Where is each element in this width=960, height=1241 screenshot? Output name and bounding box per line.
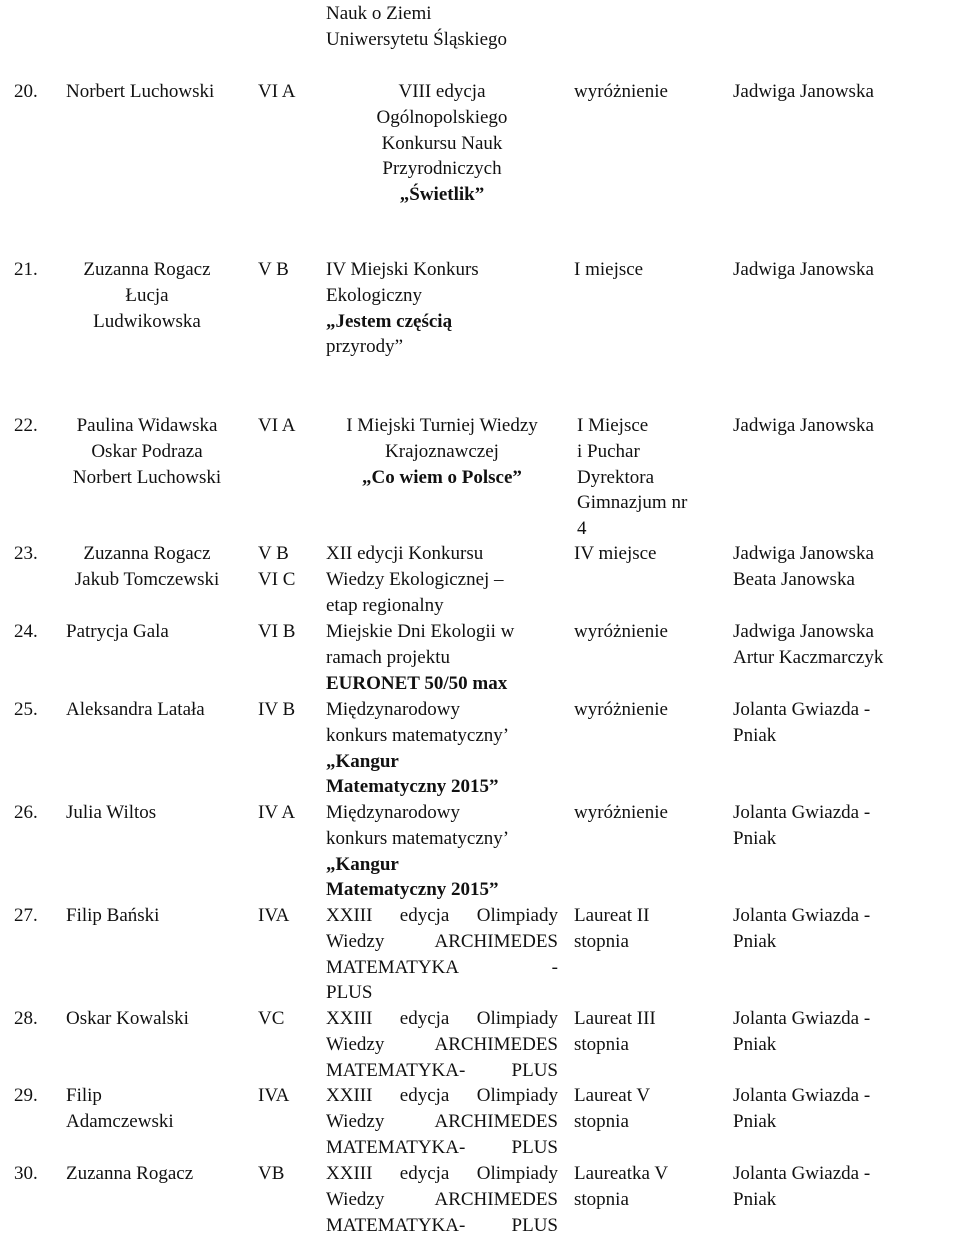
competition-cell [326, 413, 558, 490]
teacher-cell-line: Pniak [733, 827, 777, 849]
result-cell [574, 800, 668, 826]
result-cell-line: I Miejsce [577, 415, 649, 436]
teacher-cell-line: Jolanta Gwiazda - [733, 905, 871, 926]
competition-cell-line: przyrody” [326, 336, 404, 358]
competition-cell-line: XII edycji Konkursu [326, 543, 484, 564]
competition-cell-line: „Świetlik” [399, 184, 485, 206]
teacher-cell [733, 903, 870, 955]
competition-cell-line: XXIII edycja Olimpiady [326, 1163, 558, 1184]
class-cell [258, 257, 289, 283]
class-cell-line: V B [258, 543, 289, 564]
competition-cell-line: Wiedzy ARCHIMEDES [326, 930, 558, 952]
result-cell-line: Laureat V [574, 1085, 651, 1106]
row-number: 23. [14, 543, 38, 564]
competition-cell-line: „Kangur [326, 853, 399, 875]
student-name-cell [66, 1083, 174, 1135]
competition-cell-line: „Co wiem o Polsce” [362, 466, 522, 488]
row-number: 26. [14, 802, 38, 823]
class-cell [258, 541, 295, 593]
competition-cell-line: Wiedzy ARCHIMEDES [326, 1110, 558, 1132]
competition-cell-line: Wiedzy Ekologicznej – [326, 568, 504, 590]
result-cell-line: Laureat III [574, 1008, 656, 1029]
result-cell [574, 1006, 656, 1058]
result-cell-line: stopnia [574, 1188, 629, 1210]
result-cell-line: IV miejsce [574, 543, 657, 564]
competition-cell [326, 1161, 558, 1238]
class-cell-line: IV A [258, 802, 296, 823]
row-number: 28. [14, 1008, 38, 1029]
student-name-cell [66, 79, 214, 105]
result-cell-line: i Puchar [577, 440, 640, 462]
competition-cell-line: XXIII edycja Olimpiady [326, 1085, 558, 1106]
student-name-cell-line: Julia Wiltos [66, 802, 157, 823]
competition-cell-line: Krajoznawczej [385, 440, 499, 462]
competition-cell-line: Wiedzy ARCHIMEDES [326, 1033, 558, 1055]
student-name-cell [58, 541, 236, 593]
competition-cell-line: ramach projektu [326, 646, 450, 668]
competition-cell-line: konkurs matematyczny’ [326, 724, 510, 746]
competition-cell-line: Nauk o Ziemi [326, 3, 432, 24]
result-cell [574, 1083, 650, 1135]
teacher-cell [733, 619, 883, 671]
teacher-cell [733, 1006, 870, 1058]
competition-cell-line: Uniwersytetu Śląskiego [326, 28, 508, 50]
competition-cell-line: MATEMATYKA- PLUS [326, 1136, 558, 1158]
result-cell-line: Gimnazjum nr [577, 492, 688, 514]
student-name-cell [66, 619, 169, 645]
competition-cell [326, 79, 558, 208]
teacher-cell-line: Jolanta Gwiazda - [733, 1008, 871, 1029]
row-number: 27. [14, 905, 38, 926]
row-number: 24. [14, 621, 38, 642]
competition-cell [326, 1, 507, 53]
class-cell [258, 800, 295, 826]
competition-cell-line: VIII edycja [398, 81, 486, 102]
competition-cell-line: etap regionalny [326, 594, 444, 616]
teacher-cell [733, 541, 874, 593]
competition-cell-line: Międzynarodowy [326, 699, 461, 720]
class-cell-line: V B [258, 259, 289, 280]
row-number: 29. [14, 1085, 38, 1106]
student-name-cell [66, 1161, 193, 1187]
competition-cell [326, 1006, 558, 1083]
class-cell-line: VI A [258, 415, 296, 436]
result-cell-line: wyróżnienie [574, 81, 668, 102]
student-name-cell [58, 413, 236, 490]
class-cell-line: IV B [258, 699, 296, 720]
competition-cell-line: Miejskie Dni Ekologii w [326, 621, 515, 642]
result-cell [574, 1161, 668, 1213]
teacher-cell-line: Jolanta Gwiazda - [733, 1163, 871, 1184]
class-cell-line: VI C [258, 568, 296, 590]
teacher-cell [733, 1161, 870, 1213]
student-name-cell-line: Zuzanna Rogacz [83, 259, 211, 280]
teacher-cell [733, 413, 874, 439]
teacher-cell-line: Pniak [733, 1188, 777, 1210]
teacher-cell-line: Pniak [733, 724, 777, 746]
student-name-cell-line: Aleksandra Latała [66, 699, 205, 720]
student-name-cell-line: Zuzanna Rogacz [83, 543, 211, 564]
class-cell-line: VC [258, 1008, 285, 1029]
competition-cell [326, 619, 514, 696]
student-name-cell [66, 903, 159, 929]
competition-cell-line: MATEMATYKA- PLUS [326, 1214, 558, 1236]
teacher-cell-line: Pniak [733, 930, 777, 952]
result-cell-line: wyróżnienie [574, 699, 668, 720]
competition-cell-line: I Miejski Turniej Wiedzy [346, 415, 538, 436]
competition-cell-line: Wiedzy ARCHIMEDES [326, 1188, 558, 1210]
teacher-cell-line: Beata Janowska [733, 568, 855, 590]
result-cell-line: I miejsce [574, 259, 644, 280]
competition-cell [326, 1083, 558, 1160]
result-cell-line: Laureat II [574, 905, 650, 926]
teacher-cell-line: Jolanta Gwiazda - [733, 699, 871, 720]
teacher-cell-line: Jadwiga Janowska [733, 543, 874, 564]
competition-cell-line: „Jestem częścią [326, 310, 453, 332]
teacher-cell-line: Artur Kaczmarczyk [733, 646, 884, 668]
teacher-cell-line: Pniak [733, 1110, 777, 1132]
result-cell [574, 79, 668, 105]
teacher-cell-line: Jadwiga Janowska [733, 621, 874, 642]
competition-cell-line: EURONET 50/50 max [326, 672, 508, 694]
result-cell [574, 541, 657, 567]
competition-cell-line: Konkursu Nauk [381, 132, 503, 154]
competition-cell-line: MATEMATYKA - [326, 956, 558, 978]
teacher-cell-line: Jadwiga Janowska [733, 81, 874, 102]
class-cell [258, 413, 295, 439]
row-number: 30. [14, 1163, 38, 1184]
competition-cell [326, 903, 558, 1006]
row-number: 20. [14, 81, 38, 102]
student-name-cell [66, 800, 156, 826]
competition-cell-line: Ogólnopolskiego [376, 106, 508, 128]
competition-cell-line: Matematyczny 2015” [326, 776, 499, 798]
result-cell [574, 619, 668, 645]
competition-cell-line: „Kangur [326, 750, 399, 772]
competition-cell-line: IV Miejski Konkurs [326, 259, 479, 280]
teacher-cell-line: Pniak [733, 1033, 777, 1055]
competition-cell [326, 257, 479, 360]
row-number: 22. [14, 415, 38, 436]
student-name-cell-line: Oskar Kowalski [66, 1008, 189, 1029]
student-name-cell-line: Norbert Luchowski [72, 466, 222, 488]
result-cell-line: wyróżnienie [574, 621, 668, 642]
result-cell-line: wyróżnienie [574, 802, 668, 823]
result-cell [574, 903, 649, 955]
competition-cell [326, 697, 509, 800]
competition-cell-line: Międzynarodowy [326, 802, 461, 823]
result-cell [577, 413, 687, 542]
student-name-cell-line: Zuzanna Rogacz [66, 1163, 194, 1184]
teacher-cell [733, 257, 874, 283]
student-name-cell-line: Adamczewski [66, 1110, 174, 1132]
competition-cell-line: konkurs matematyczny’ [326, 827, 510, 849]
class-cell [258, 619, 295, 645]
competition-cell [326, 800, 509, 903]
class-cell-line: VB [258, 1163, 285, 1184]
teacher-cell [733, 1083, 870, 1135]
row-number: 21. [14, 259, 38, 280]
class-cell-line: IVA [258, 905, 290, 926]
result-cell-line: stopnia [574, 1033, 629, 1055]
class-cell [258, 697, 295, 723]
result-cell-line: 4 [577, 518, 587, 540]
competition-cell-line: XXIII edycja Olimpiady [326, 1008, 558, 1029]
competition-cell-line: Przyrodniczych [382, 158, 502, 180]
teacher-cell [733, 79, 874, 105]
result-cell-line: stopnia [574, 1110, 629, 1132]
student-name-cell-line: Patrycja Gala [66, 621, 169, 642]
student-name-cell-line: Paulina Widawska [76, 415, 218, 436]
student-name-cell-line: Filip [66, 1085, 102, 1106]
student-name-cell-line: Filip Bański [66, 905, 160, 926]
student-name-cell-line: Oskar Podraza [91, 440, 203, 462]
student-name-cell [66, 697, 205, 723]
competition-cell [326, 541, 504, 618]
class-cell-line: VI A [258, 81, 296, 102]
class-cell [258, 903, 289, 929]
result-cell-line: stopnia [574, 930, 629, 952]
teacher-cell [733, 800, 870, 852]
class-cell-line: IVA [258, 1085, 290, 1106]
class-cell-line: VI B [258, 621, 296, 642]
class-cell [258, 1161, 284, 1187]
student-name-cell-line: Łucja [125, 284, 169, 306]
competition-cell-line: Ekologiczny [326, 284, 423, 306]
class-cell [258, 1083, 289, 1109]
teacher-cell-line: Jolanta Gwiazda - [733, 802, 871, 823]
student-name-cell-line: Ludwikowska [93, 310, 201, 332]
competition-cell-line: Matematyczny 2015” [326, 879, 499, 901]
teacher-cell-line: Jolanta Gwiazda - [733, 1085, 871, 1106]
result-cell [574, 257, 643, 283]
teacher-cell-line: Jadwiga Janowska [733, 259, 874, 280]
class-cell [258, 1006, 284, 1032]
row-number: 25. [14, 699, 38, 720]
competition-cell-line: MATEMATYKA- PLUS [326, 1059, 558, 1081]
teacher-cell [733, 697, 870, 749]
class-cell [258, 79, 295, 105]
student-name-cell [66, 1006, 189, 1032]
competition-cell-line: XXIII edycja Olimpiady [326, 905, 558, 926]
competition-cell-line: PLUS [326, 982, 373, 1004]
student-name-cell-line: Jakub Tomczewski [74, 568, 220, 590]
student-name-cell [58, 257, 236, 334]
result-cell-line: Dyrektora [577, 466, 655, 488]
teacher-cell-line: Jadwiga Janowska [733, 415, 874, 436]
result-cell [574, 697, 668, 723]
result-cell-line: Laureatka V [574, 1163, 669, 1184]
student-name-cell-line: Norbert Luchowski [66, 81, 215, 102]
